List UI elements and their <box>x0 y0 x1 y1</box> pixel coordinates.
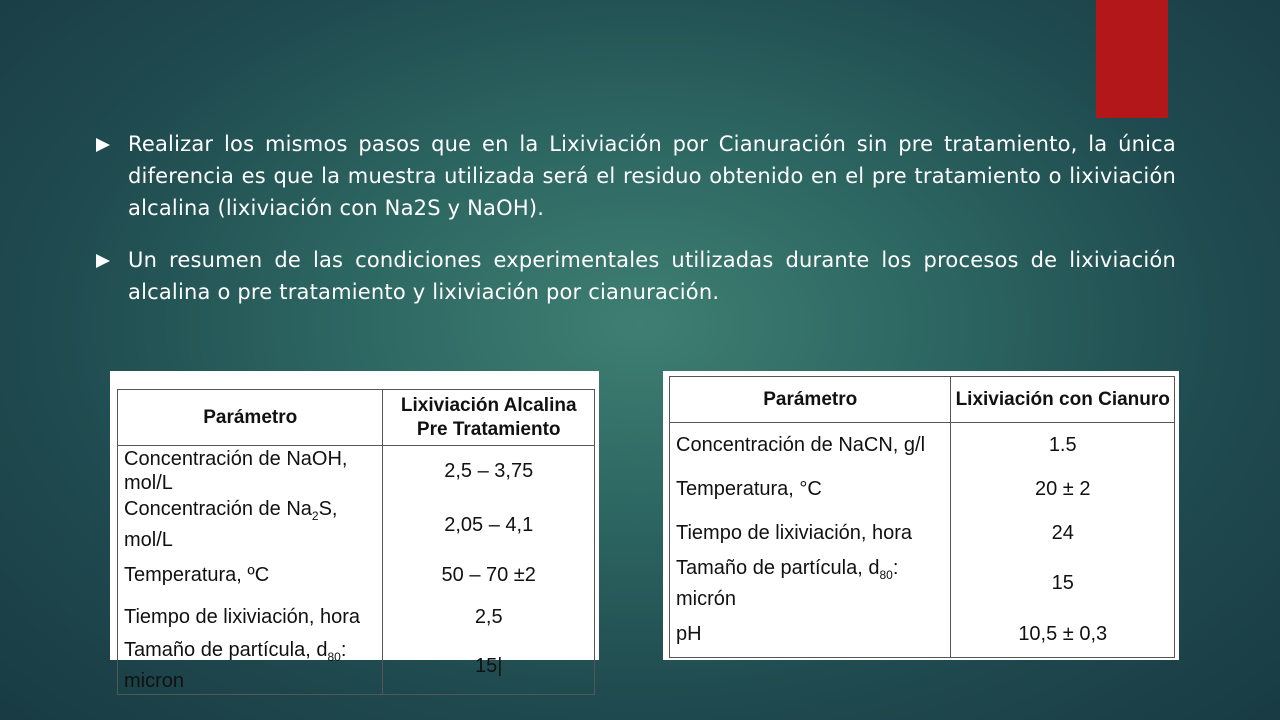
header-value-line2: Pre Tratamiento <box>416 418 561 440</box>
param-cell: Tiempo de lixiviación, hora <box>670 511 951 555</box>
value-cell: 10,5 ± 0,3 <box>951 612 1175 658</box>
header-value <box>383 390 595 446</box>
header-value-line1: Lixiviación Alcalina <box>400 394 577 416</box>
value-cell: 20 ± 2 <box>951 467 1175 511</box>
triangle-bullet-icon <box>96 244 128 268</box>
table-row <box>118 637 595 695</box>
bullet-item <box>96 128 1176 224</box>
table-row <box>670 555 1175 612</box>
value-cell: 2,5 – 3,75 <box>383 446 595 497</box>
value-cell: 2,05 – 4,1 <box>383 496 595 553</box>
param-cell: Concentración de NaOH, mol/L <box>118 446 383 497</box>
bullet-list <box>96 128 1176 328</box>
table-row <box>670 467 1175 511</box>
table-cianuro <box>669 376 1175 658</box>
table-row <box>670 423 1175 467</box>
value-cell: 15| <box>383 637 595 695</box>
table-row <box>118 597 595 637</box>
table-row <box>118 496 595 553</box>
triangle-bullet-icon <box>96 128 128 152</box>
table-row <box>118 553 595 597</box>
table-cianuro-image <box>663 371 1179 660</box>
param-cell: Concentración de NaCN, g/l <box>670 423 951 467</box>
value-cell: 15 <box>951 555 1175 612</box>
param-cell: Temperatura, °C <box>670 467 951 511</box>
table-alcalina <box>117 389 595 695</box>
param-cell: pH <box>670 612 951 658</box>
param-cell: Tamaño de partícula, $d_{80}$: micron <box>118 637 383 695</box>
value-cell: 24 <box>951 511 1175 555</box>
table-alcalina-image <box>110 371 599 692</box>
param-cell: Temperatura, ºC <box>118 553 383 597</box>
accent-bar <box>1096 0 1168 118</box>
table-row <box>118 446 595 497</box>
table-row <box>670 511 1175 555</box>
param-cell: Tamaño de partícula, $d_{80}$: micrón <box>670 555 951 612</box>
header-param: Parámetro <box>118 390 383 446</box>
bullet-text: Un resumen de las condiciones experimentales utilizadas durante los procesos de lixiviación alcalina o pre tratamiento y lixiviación por cianuración. <box>128 248 1176 304</box>
bullet-item <box>96 244 1176 308</box>
value-cell: 2,5 <box>383 597 595 637</box>
param-cell: Concentración de $Na_2S$, mol/L <box>118 496 383 553</box>
bullet-text: Realizar los mismos pasos que en la Lixiviación por Cianuración sin pre tratamiento, la única diferencia es que la muestra utilizada será el residuo obtenido en el pre tratamiento o lixiviación alcalina (lixiviación con Na2S y NaOH). <box>128 132 1176 220</box>
value-cell: 1.5 <box>951 423 1175 467</box>
header-param: Parámetro <box>670 377 951 423</box>
header-value: Lixiviación con Cianuro <box>951 377 1175 423</box>
param-cell: Tiempo de lixiviación, hora <box>118 597 383 637</box>
value-cell: 50 – 70 ±2 <box>383 553 595 597</box>
table-row <box>670 612 1175 658</box>
